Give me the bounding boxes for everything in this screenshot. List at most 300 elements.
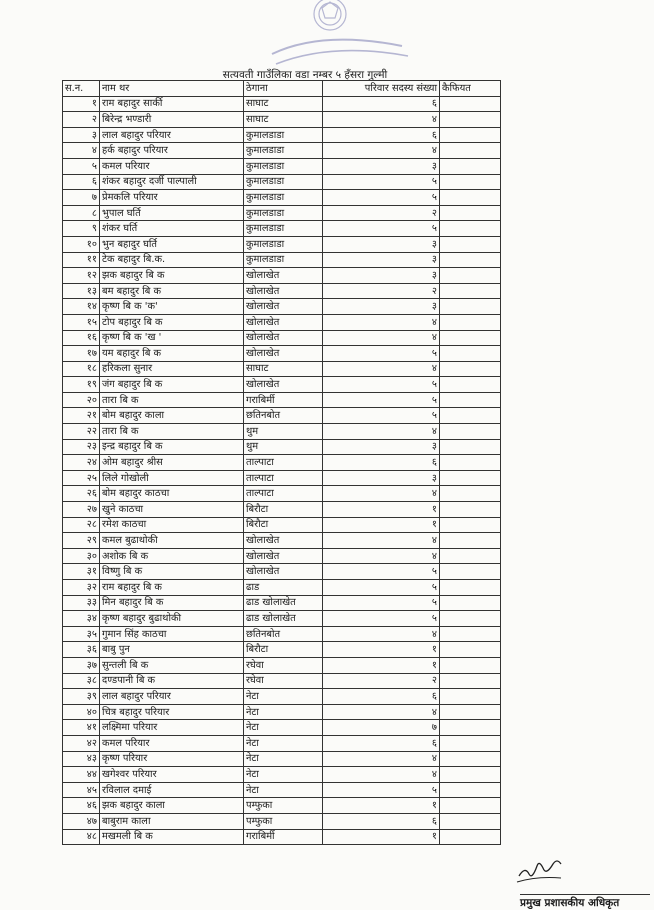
cell-family-size: ४ bbox=[323, 626, 440, 642]
cell-address: ढाड bbox=[244, 580, 323, 596]
cell-remarks bbox=[440, 517, 501, 533]
table-row bbox=[63, 439, 501, 455]
cell-name: हर्क बहादुर परियार bbox=[100, 143, 244, 159]
table-row bbox=[63, 751, 501, 767]
cell-remarks bbox=[440, 611, 501, 627]
cell-sn: ७ bbox=[63, 190, 100, 206]
cell-address: रघेवा bbox=[244, 657, 323, 673]
cell-family-size: ७ bbox=[323, 720, 440, 736]
cell-sn: २४ bbox=[63, 455, 100, 471]
table-row bbox=[63, 798, 501, 814]
cell-name: विष्णु बि क bbox=[100, 564, 244, 580]
table-row bbox=[63, 767, 501, 783]
cell-remarks bbox=[440, 455, 501, 471]
cell-address: नेटा bbox=[244, 704, 323, 720]
cell-name: कमल बुढाथोकी bbox=[100, 533, 244, 549]
cell-sn: २७ bbox=[63, 502, 100, 518]
cell-family-size: ६ bbox=[323, 689, 440, 705]
cell-family-size: ३ bbox=[323, 470, 440, 486]
cell-name: तारा बि क bbox=[100, 424, 244, 440]
cell-sn: २१ bbox=[63, 408, 100, 424]
cell-remarks bbox=[440, 314, 501, 330]
table-row bbox=[63, 392, 501, 408]
table-row bbox=[63, 782, 501, 798]
document-title: सत्यवती गाउँलिका वडा नम्बर ५ हँसरा गुल्मी bbox=[222, 69, 388, 81]
cell-sn: ४५ bbox=[63, 782, 100, 798]
cell-name: खगेश्वर परियार bbox=[100, 767, 244, 783]
cell-name: चित्र बहादुर परियार bbox=[100, 704, 244, 720]
cell-address: खोलाखेत bbox=[244, 299, 323, 315]
cell-address: खोलाखेत bbox=[244, 533, 323, 549]
cell-name: झक बहादुर काला bbox=[100, 798, 244, 814]
cell-family-size: ४ bbox=[323, 330, 440, 346]
cell-address: कुमालडाडा bbox=[244, 158, 323, 174]
cell-name: बम बहादुर बि क bbox=[100, 283, 244, 299]
cell-family-size: ४ bbox=[323, 767, 440, 783]
cell-family-size: २ bbox=[323, 205, 440, 221]
cell-name: टोप बहादुर बि क bbox=[100, 314, 244, 330]
cell-remarks bbox=[440, 299, 501, 315]
cell-remarks bbox=[440, 782, 501, 798]
cell-remarks bbox=[440, 361, 501, 377]
cell-address: कुमालडाडा bbox=[244, 190, 323, 206]
cell-name: टेक बहादुर बि.क. bbox=[100, 252, 244, 268]
table-row bbox=[63, 486, 501, 502]
table-row bbox=[63, 673, 501, 689]
table-row bbox=[63, 424, 501, 440]
cell-address: गराबिर्मी bbox=[244, 829, 323, 845]
cell-address: कुमालडाडा bbox=[244, 205, 323, 221]
cell-sn: ४६ bbox=[63, 798, 100, 814]
cell-family-size: ४ bbox=[323, 751, 440, 767]
cell-name: झक बहादुर बि क bbox=[100, 268, 244, 284]
cell-remarks bbox=[440, 564, 501, 580]
cell-sn: ६ bbox=[63, 174, 100, 190]
cell-name: ओम बहादुर श्रीस bbox=[100, 455, 244, 471]
cell-sn: ४७ bbox=[63, 813, 100, 829]
cell-family-size: ४ bbox=[323, 533, 440, 549]
cell-name: खुने काठचा bbox=[100, 502, 244, 518]
cell-name: भुपाल घर्ति bbox=[100, 205, 244, 221]
cell-remarks bbox=[440, 813, 501, 829]
cell-family-size: २ bbox=[323, 283, 440, 299]
cell-sn: २९ bbox=[63, 533, 100, 549]
table-row bbox=[63, 314, 501, 330]
table-row bbox=[63, 470, 501, 486]
cell-name: यम बहादुर बि क bbox=[100, 346, 244, 362]
table-row bbox=[63, 268, 501, 284]
table-row bbox=[63, 221, 501, 237]
table-header-row bbox=[63, 81, 501, 97]
cell-family-size: ६ bbox=[323, 127, 440, 143]
cell-family-size: ४ bbox=[323, 361, 440, 377]
family-register-table bbox=[62, 80, 501, 845]
cell-sn: ४२ bbox=[63, 735, 100, 751]
cell-sn: १३ bbox=[63, 283, 100, 299]
cell-name: सुन्तली बि क bbox=[100, 657, 244, 673]
cell-address: पम्फुका bbox=[244, 798, 323, 814]
table-row bbox=[63, 143, 501, 159]
cell-sn: ४० bbox=[63, 704, 100, 720]
cell-family-size: ५ bbox=[323, 392, 440, 408]
cell-remarks bbox=[440, 798, 501, 814]
cell-family-size: ४ bbox=[323, 424, 440, 440]
cell-name: शंकर घर्ति bbox=[100, 221, 244, 237]
cell-remarks bbox=[440, 174, 501, 190]
cell-remarks bbox=[440, 143, 501, 159]
cell-remarks bbox=[440, 689, 501, 705]
table-row bbox=[63, 720, 501, 736]
cell-family-size: ४ bbox=[323, 143, 440, 159]
cell-remarks bbox=[440, 96, 501, 112]
cell-name: इन्द्र बहादुर बि क bbox=[100, 439, 244, 455]
cell-sn: ३४ bbox=[63, 611, 100, 627]
cell-name: लिले गोखोली bbox=[100, 470, 244, 486]
cell-sn: ३ bbox=[63, 127, 100, 143]
cell-name: बाबु पुन bbox=[100, 642, 244, 658]
cell-address: नेटा bbox=[244, 720, 323, 736]
cell-family-size: ५ bbox=[323, 221, 440, 237]
cell-family-size: ४ bbox=[323, 314, 440, 330]
table-row bbox=[63, 657, 501, 673]
cell-address: कुमालडाडा bbox=[244, 221, 323, 237]
table-row bbox=[63, 408, 501, 424]
cell-sn: ११ bbox=[63, 252, 100, 268]
cell-name: कृष्ण बहादुर बुढाथोकी bbox=[100, 611, 244, 627]
table-row bbox=[63, 704, 501, 720]
cell-sn: २६ bbox=[63, 486, 100, 502]
cell-remarks bbox=[440, 580, 501, 596]
cell-address: रघेवा bbox=[244, 673, 323, 689]
table-row bbox=[63, 252, 501, 268]
table-row bbox=[63, 455, 501, 471]
cell-address: गराबिर्मी bbox=[244, 392, 323, 408]
cell-remarks bbox=[440, 112, 501, 128]
table-row bbox=[63, 626, 501, 642]
office-stamp bbox=[262, 0, 412, 70]
cell-address: बिरौटा bbox=[244, 517, 323, 533]
cell-family-size: ४ bbox=[323, 548, 440, 564]
cell-name: रविलाल दमाई bbox=[100, 782, 244, 798]
cell-sn: ४३ bbox=[63, 751, 100, 767]
cell-name: कृष्ण परियार bbox=[100, 751, 244, 767]
cell-sn: ३९ bbox=[63, 689, 100, 705]
cell-address: बिरौटा bbox=[244, 502, 323, 518]
table-row bbox=[63, 377, 501, 393]
cell-remarks bbox=[440, 657, 501, 673]
cell-name: तारा बि क bbox=[100, 392, 244, 408]
cell-remarks bbox=[440, 221, 501, 237]
cell-sn: २३ bbox=[63, 439, 100, 455]
cell-name: भुन बहादुर घर्ति bbox=[100, 236, 244, 252]
cell-address: नेटा bbox=[244, 767, 323, 783]
cell-name: बोम बहादुर काला bbox=[100, 408, 244, 424]
cell-remarks bbox=[440, 548, 501, 564]
cell-name: हरिकला सुनार bbox=[100, 361, 244, 377]
cell-name: कृष्ण बि क 'ख ' bbox=[100, 330, 244, 346]
cell-sn: २८ bbox=[63, 517, 100, 533]
table-row bbox=[63, 158, 501, 174]
cell-remarks bbox=[440, 330, 501, 346]
table-body bbox=[63, 96, 501, 845]
cell-family-size: ६ bbox=[323, 735, 440, 751]
table-row bbox=[63, 112, 501, 128]
table-row bbox=[63, 829, 501, 845]
column-header-family-size: परिवार सदस्य संख्या bbox=[323, 81, 440, 97]
table-row bbox=[63, 580, 501, 596]
column-header-remarks: कैफियत bbox=[440, 81, 501, 97]
cell-sn: २५ bbox=[63, 470, 100, 486]
cell-address: कुमालडाडा bbox=[244, 236, 323, 252]
cell-family-size: ५ bbox=[323, 190, 440, 206]
cell-remarks bbox=[440, 704, 501, 720]
cell-family-size: ४ bbox=[323, 112, 440, 128]
cell-address: खोलाखेत bbox=[244, 314, 323, 330]
cell-remarks bbox=[440, 829, 501, 845]
cell-sn: १० bbox=[63, 236, 100, 252]
cell-sn: ३० bbox=[63, 548, 100, 564]
cell-remarks bbox=[440, 158, 501, 174]
cell-address: खोलाखेत bbox=[244, 564, 323, 580]
cell-remarks bbox=[440, 377, 501, 393]
cell-address: साघाट bbox=[244, 112, 323, 128]
cell-family-size: १ bbox=[323, 657, 440, 673]
cell-address: थुम bbox=[244, 424, 323, 440]
cell-family-size: १ bbox=[323, 642, 440, 658]
cell-remarks bbox=[440, 439, 501, 455]
cell-name: लाल बहादुर परियार bbox=[100, 127, 244, 143]
cell-remarks bbox=[440, 486, 501, 502]
cell-name: लाल बहादुर परियार bbox=[100, 689, 244, 705]
cell-name: बोम बहादुर काठचा bbox=[100, 486, 244, 502]
cell-name: दण्डपानी बि क bbox=[100, 673, 244, 689]
cell-remarks bbox=[440, 533, 501, 549]
cell-sn: १४ bbox=[63, 299, 100, 315]
cell-address: छतिनबोत bbox=[244, 408, 323, 424]
cell-address: ताल्पाटा bbox=[244, 486, 323, 502]
cell-family-size: ३ bbox=[323, 158, 440, 174]
table-row bbox=[63, 346, 501, 362]
cell-address: थुम bbox=[244, 439, 323, 455]
cell-family-size: ६ bbox=[323, 96, 440, 112]
table-row bbox=[63, 236, 501, 252]
cell-sn: ४४ bbox=[63, 767, 100, 783]
table-row bbox=[63, 735, 501, 751]
cell-sn: ४१ bbox=[63, 720, 100, 736]
cell-remarks bbox=[440, 720, 501, 736]
cell-address: खोलाखेत bbox=[244, 377, 323, 393]
cell-address: नेटा bbox=[244, 782, 323, 798]
cell-name: मखमली बि क bbox=[100, 829, 244, 845]
cell-name: मिन बहादुर बि क bbox=[100, 595, 244, 611]
table-row bbox=[63, 689, 501, 705]
cell-sn: ३८ bbox=[63, 673, 100, 689]
cell-family-size: १ bbox=[323, 517, 440, 533]
cell-address: ढाड खोलाखेत bbox=[244, 611, 323, 627]
table-row bbox=[63, 361, 501, 377]
cell-remarks bbox=[440, 127, 501, 143]
cell-remarks bbox=[440, 595, 501, 611]
cell-name: जंग बहादुर बि क bbox=[100, 377, 244, 393]
cell-sn: ४ bbox=[63, 143, 100, 159]
cell-remarks bbox=[440, 236, 501, 252]
cell-sn: ५ bbox=[63, 158, 100, 174]
cell-remarks bbox=[440, 252, 501, 268]
cell-name: अशोक बि क bbox=[100, 548, 244, 564]
cell-family-size: १ bbox=[323, 798, 440, 814]
table-row bbox=[63, 595, 501, 611]
cell-remarks bbox=[440, 673, 501, 689]
cell-name: गुमान सिंह काठचा bbox=[100, 626, 244, 642]
cell-family-size: ५ bbox=[323, 377, 440, 393]
table-row bbox=[63, 205, 501, 221]
signature bbox=[515, 852, 565, 884]
cell-sn: ३१ bbox=[63, 564, 100, 580]
cell-family-size: ३ bbox=[323, 268, 440, 284]
cell-sn: ३५ bbox=[63, 626, 100, 642]
cell-family-size: १ bbox=[323, 829, 440, 845]
cell-name: शंकर बहादुर दर्जी पाल्पाली bbox=[100, 174, 244, 190]
table-row bbox=[63, 642, 501, 658]
table-row bbox=[63, 502, 501, 518]
table-row bbox=[63, 611, 501, 627]
cell-remarks bbox=[440, 767, 501, 783]
cell-sn: १७ bbox=[63, 346, 100, 362]
cell-name: राम बहादुर बि क bbox=[100, 580, 244, 596]
cell-family-size: १ bbox=[323, 502, 440, 518]
cell-sn: ४८ bbox=[63, 829, 100, 845]
cell-name: राम बहादुर सार्की bbox=[100, 96, 244, 112]
cell-name: प्रेमकलि परियार bbox=[100, 190, 244, 206]
table-row bbox=[63, 127, 501, 143]
cell-family-size: ५ bbox=[323, 580, 440, 596]
cell-address: ढाड खोलाखेत bbox=[244, 595, 323, 611]
cell-family-size: ५ bbox=[323, 408, 440, 424]
cell-remarks bbox=[440, 190, 501, 206]
table-row bbox=[63, 299, 501, 315]
cell-address: छतिनबोत bbox=[244, 626, 323, 642]
cell-address: कुमालडाडा bbox=[244, 252, 323, 268]
table-row bbox=[63, 517, 501, 533]
cell-name: बिरेन्द्र भण्डारी bbox=[100, 112, 244, 128]
signatory-designation: प्रमुख प्रशासकीय अधिकृत bbox=[520, 894, 650, 910]
cell-family-size: ५ bbox=[323, 564, 440, 580]
cell-remarks bbox=[440, 626, 501, 642]
cell-name: कमल परियार bbox=[100, 735, 244, 751]
cell-family-size: २ bbox=[323, 673, 440, 689]
cell-name: बाबुराम काला bbox=[100, 813, 244, 829]
cell-sn: १८ bbox=[63, 361, 100, 377]
cell-sn: ३३ bbox=[63, 595, 100, 611]
cell-remarks bbox=[440, 283, 501, 299]
cell-sn: ९ bbox=[63, 221, 100, 237]
cell-remarks bbox=[440, 502, 501, 518]
table-row bbox=[63, 190, 501, 206]
cell-remarks bbox=[440, 346, 501, 362]
cell-address: खोलाखेत bbox=[244, 330, 323, 346]
cell-name: लक्ष्मिमा परियार bbox=[100, 720, 244, 736]
cell-address: नेटा bbox=[244, 751, 323, 767]
cell-sn: ३२ bbox=[63, 580, 100, 596]
cell-sn: २२ bbox=[63, 424, 100, 440]
column-header-address: ठेगाना bbox=[244, 81, 323, 97]
cell-family-size: ६ bbox=[323, 813, 440, 829]
cell-sn: २ bbox=[63, 112, 100, 128]
cell-address: कुमालडाडा bbox=[244, 143, 323, 159]
cell-remarks bbox=[440, 642, 501, 658]
cell-family-size: ३ bbox=[323, 252, 440, 268]
cell-address: ताल्पाटा bbox=[244, 470, 323, 486]
cell-address: खोलाखेत bbox=[244, 548, 323, 564]
cell-family-size: ५ bbox=[323, 346, 440, 362]
table-row bbox=[63, 564, 501, 580]
cell-remarks bbox=[440, 470, 501, 486]
cell-family-size: ३ bbox=[323, 236, 440, 252]
cell-sn: २० bbox=[63, 392, 100, 408]
cell-remarks bbox=[440, 268, 501, 284]
table-row bbox=[63, 96, 501, 112]
cell-address: खोलाखेत bbox=[244, 268, 323, 284]
cell-sn: ३७ bbox=[63, 657, 100, 673]
cell-name: कृष्ण बि क 'क' bbox=[100, 299, 244, 315]
cell-sn: ८ bbox=[63, 205, 100, 221]
cell-address: ताल्पाटा bbox=[244, 455, 323, 471]
cell-remarks bbox=[440, 205, 501, 221]
cell-sn: १५ bbox=[63, 314, 100, 330]
cell-family-size: ५ bbox=[323, 611, 440, 627]
cell-family-size: ५ bbox=[323, 174, 440, 190]
column-header-name: नाम थर bbox=[100, 81, 244, 97]
cell-sn: १२ bbox=[63, 268, 100, 284]
cell-family-size: ६ bbox=[323, 455, 440, 471]
cell-address: नेटा bbox=[244, 735, 323, 751]
table-row bbox=[63, 283, 501, 299]
cell-name: कमल परियार bbox=[100, 158, 244, 174]
cell-remarks bbox=[440, 392, 501, 408]
cell-sn: ३६ bbox=[63, 642, 100, 658]
cell-name: रमेश काठचा bbox=[100, 517, 244, 533]
cell-address: बिरौटा bbox=[244, 642, 323, 658]
cell-family-size: ३ bbox=[323, 299, 440, 315]
table-row bbox=[63, 533, 501, 549]
cell-remarks bbox=[440, 751, 501, 767]
cell-address: कुमालडाडा bbox=[244, 127, 323, 143]
table-row bbox=[63, 813, 501, 829]
cell-family-size: ४ bbox=[323, 704, 440, 720]
cell-family-size: ५ bbox=[323, 782, 440, 798]
cell-family-size: ५ bbox=[323, 595, 440, 611]
cell-remarks bbox=[440, 424, 501, 440]
cell-address: पम्फुका bbox=[244, 813, 323, 829]
cell-family-size: ४ bbox=[323, 486, 440, 502]
cell-address: खोलाखेत bbox=[244, 283, 323, 299]
cell-address: साघाट bbox=[244, 361, 323, 377]
cell-address: साघाट bbox=[244, 96, 323, 112]
column-header-sn: स.न. bbox=[63, 81, 100, 97]
cell-address: कुमालडाडा bbox=[244, 174, 323, 190]
cell-sn: १६ bbox=[63, 330, 100, 346]
cell-address: खोलाखेत bbox=[244, 346, 323, 362]
table-row bbox=[63, 330, 501, 346]
cell-address: नेटा bbox=[244, 689, 323, 705]
cell-sn: १ bbox=[63, 96, 100, 112]
cell-family-size: ३ bbox=[323, 439, 440, 455]
cell-remarks bbox=[440, 735, 501, 751]
table-row bbox=[63, 548, 501, 564]
cell-sn: १९ bbox=[63, 377, 100, 393]
cell-remarks bbox=[440, 408, 501, 424]
table-row bbox=[63, 174, 501, 190]
